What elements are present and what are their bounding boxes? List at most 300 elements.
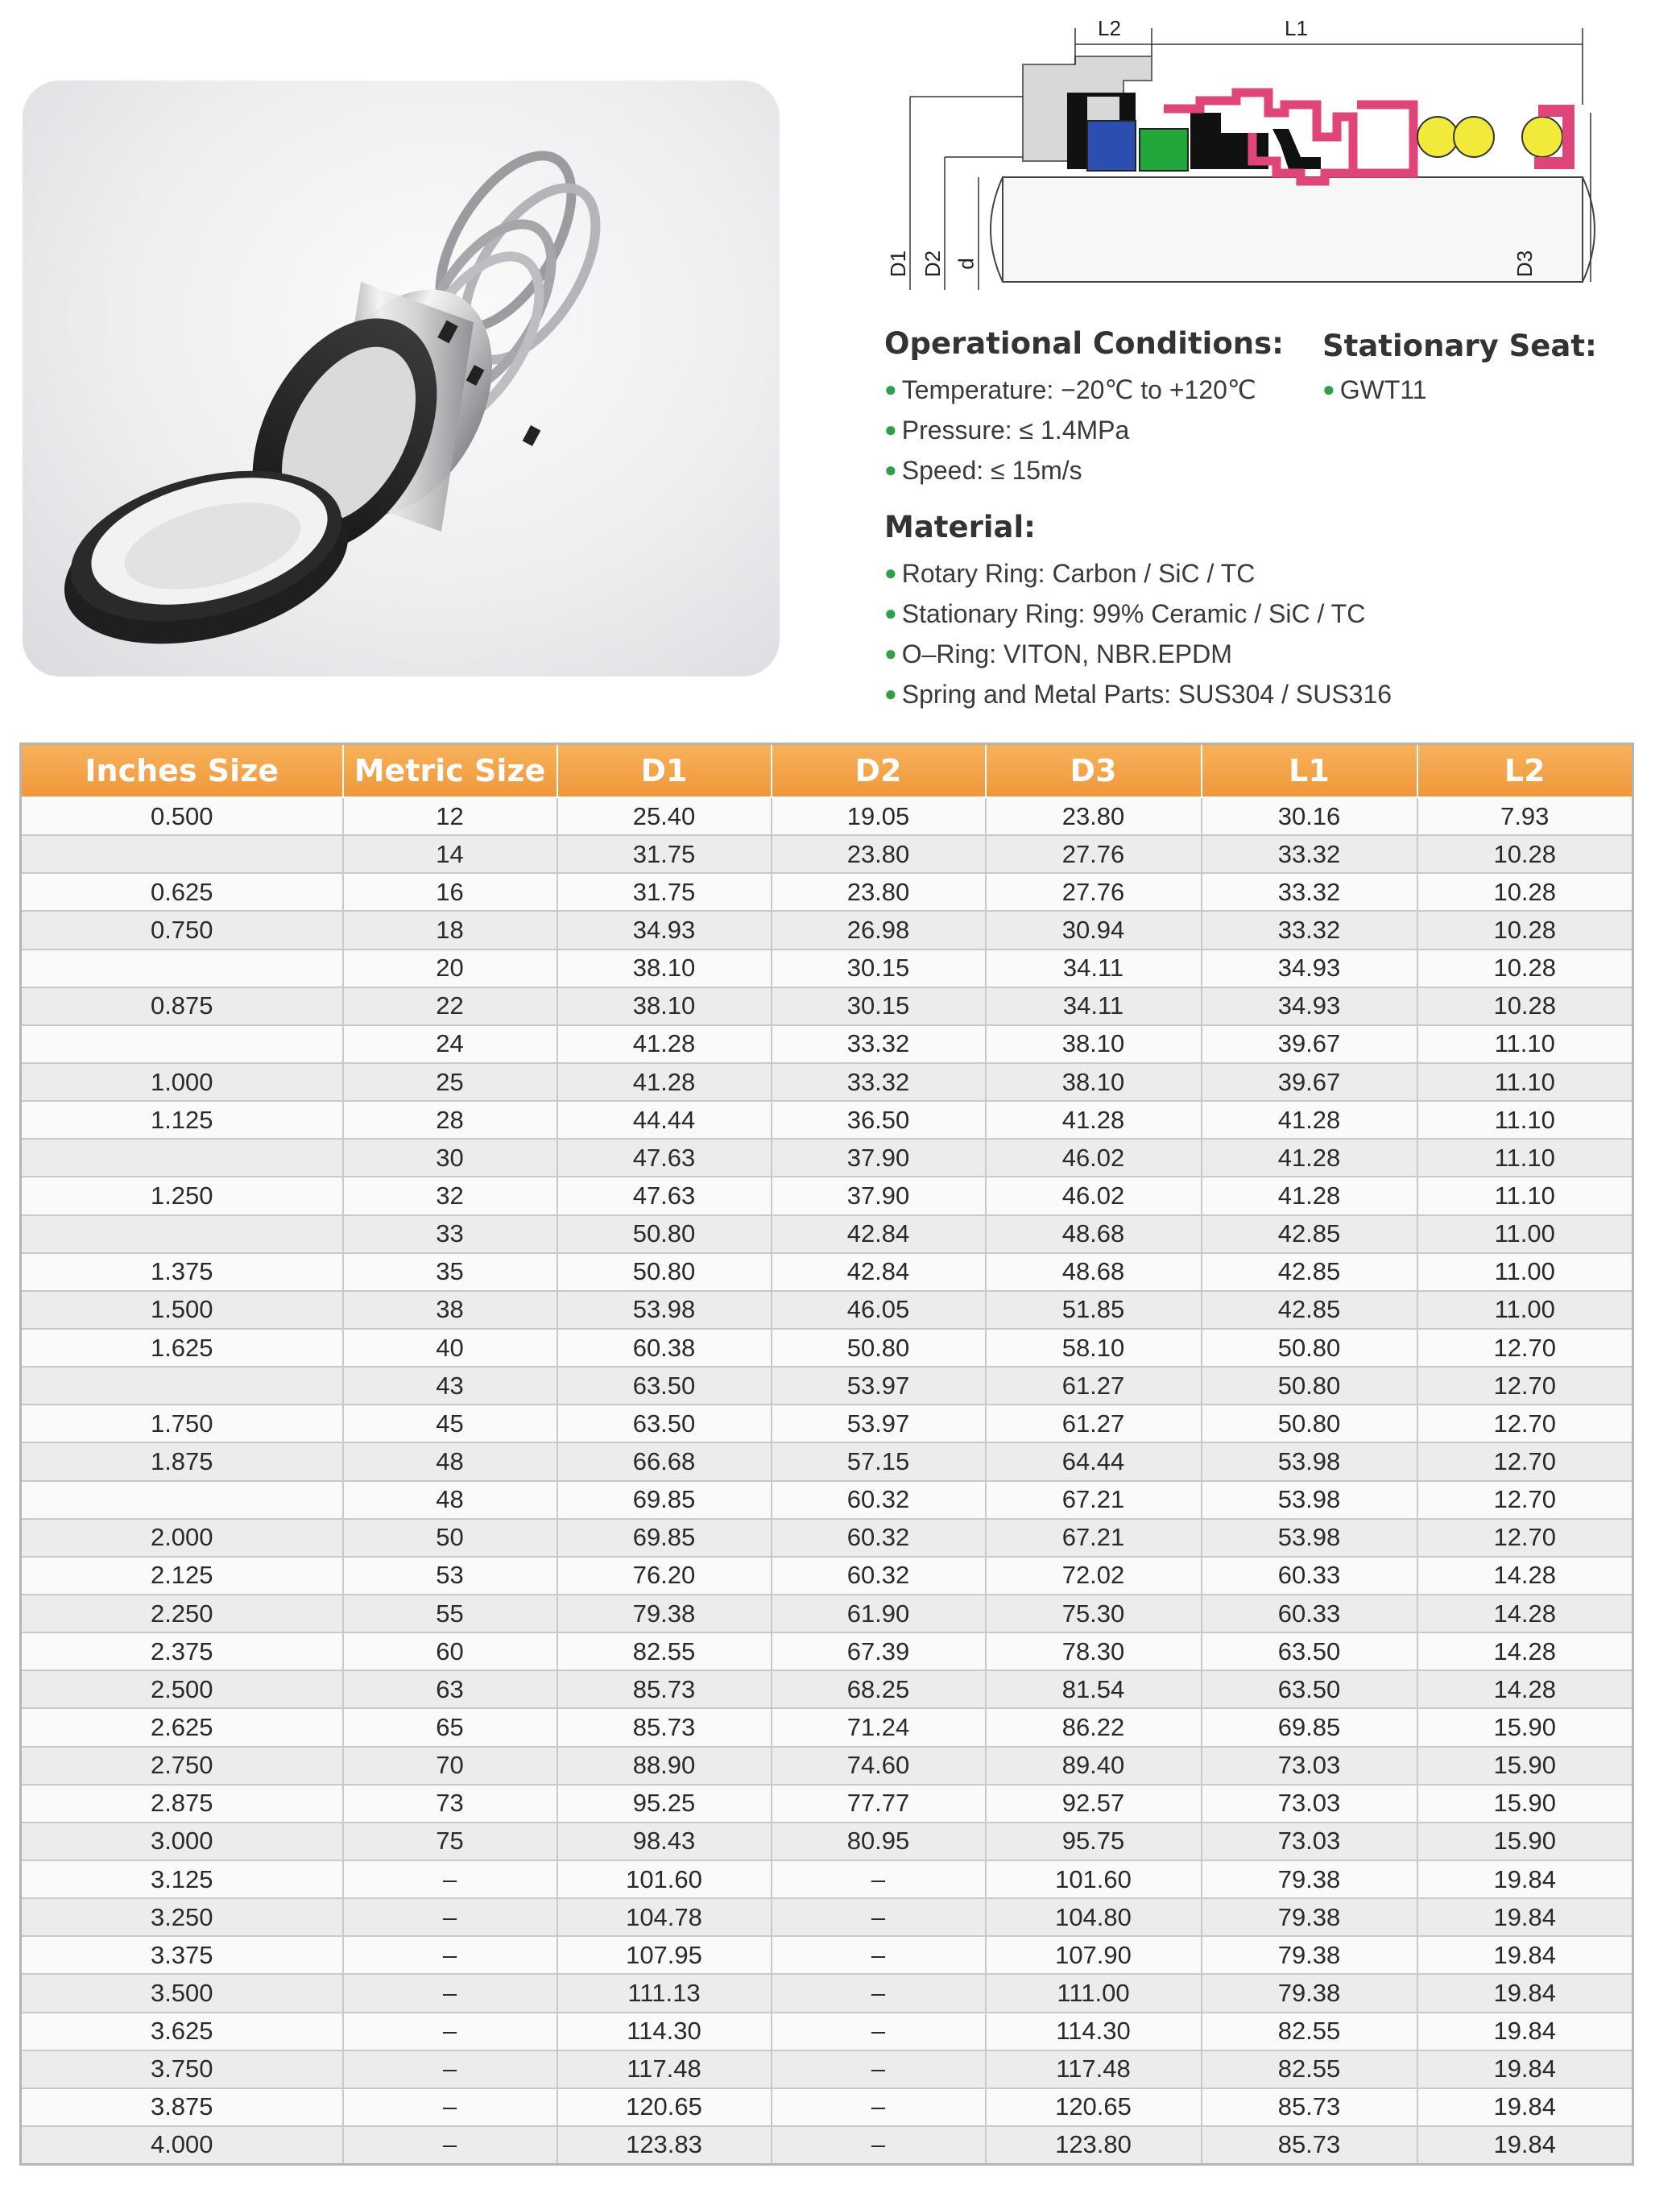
cell-l1: 79.38 <box>1202 1860 1417 1898</box>
cell-l2: 14.28 <box>1417 1595 1633 1632</box>
cell-d1: 47.63 <box>557 1139 772 1177</box>
cell-metric-size: 70 <box>343 1747 557 1785</box>
cell-d1: 69.85 <box>557 1481 772 1519</box>
table-row <box>21 2126 1633 2165</box>
cell-l2: 15.90 <box>1417 1708 1633 1746</box>
cell-d3: 114.30 <box>986 2013 1202 2050</box>
spec-text: Temperature: −20℃ to +120℃ <box>901 375 1256 404</box>
cell-d3: 64.44 <box>986 1442 1202 1480</box>
table-row <box>21 1177 1633 1214</box>
table-row <box>21 1708 1633 1746</box>
cell-d1: 60.38 <box>557 1329 772 1367</box>
table-row <box>21 2013 1633 2050</box>
cell-d3: 41.28 <box>986 1101 1202 1139</box>
cell-metric-size: – <box>343 2088 557 2126</box>
cell-l1: 50.80 <box>1202 1405 1417 1442</box>
cell-inches-size: 2.000 <box>21 1519 343 1557</box>
cell-d1: 38.10 <box>557 950 772 987</box>
cell-d1: 98.43 <box>557 1823 772 1860</box>
header-inches-size: Inches Size <box>21 744 343 798</box>
cell-d2: 19.05 <box>772 797 986 835</box>
dim-label-l1: L1 <box>1285 16 1308 40</box>
cell-d3: 61.27 <box>986 1405 1202 1442</box>
cell-l2: 12.70 <box>1417 1405 1633 1442</box>
cell-d1: 34.93 <box>557 911 772 949</box>
cell-d2: 23.80 <box>772 873 986 911</box>
cell-d3: 104.80 <box>986 1898 1202 1936</box>
cell-inches-size: 3.000 <box>21 1823 343 1860</box>
cell-metric-size: 60 <box>343 1632 557 1670</box>
header-l2: L2 <box>1417 744 1633 798</box>
operational-conditions-title: Operational Conditions: <box>884 326 1284 361</box>
cell-d1: 50.80 <box>557 1215 772 1253</box>
cell-inches-size: 2.500 <box>21 1670 343 1708</box>
cell-inches-size: 3.375 <box>21 1936 343 1974</box>
cell-d3: 67.21 <box>986 1519 1202 1557</box>
cell-d3: 95.75 <box>986 1823 1202 1860</box>
table-row <box>21 873 1633 911</box>
cell-l1: 39.67 <box>1202 1063 1417 1101</box>
cell-d1: 114.30 <box>557 2013 772 2050</box>
table-row <box>21 1823 1633 1860</box>
cell-d1: 41.28 <box>557 1025 772 1063</box>
cell-d1: 104.78 <box>557 1898 772 1936</box>
cell-l2: 7.93 <box>1417 797 1633 835</box>
table-row <box>21 1747 1633 1785</box>
cell-d3: 120.65 <box>986 2088 1202 2126</box>
cell-d1: 63.50 <box>557 1367 772 1405</box>
cell-l1: 53.98 <box>1202 1442 1417 1480</box>
cell-inches-size: 0.750 <box>21 911 343 949</box>
cell-l2: 12.70 <box>1417 1519 1633 1557</box>
cell-d3: 72.02 <box>986 1557 1202 1595</box>
cell-d2: 67.39 <box>772 1632 986 1670</box>
dim-label-d3: D3 <box>1512 250 1537 278</box>
cell-l1: 33.32 <box>1202 911 1417 949</box>
spec-item <box>884 552 1392 593</box>
bullet-icon: ● <box>884 641 897 665</box>
cell-l1: 50.80 <box>1202 1329 1417 1367</box>
material-title: Material: <box>884 510 1036 544</box>
cell-d2: 23.80 <box>772 835 986 873</box>
cell-l1: 42.85 <box>1202 1215 1417 1253</box>
cell-l1: 33.32 <box>1202 873 1417 911</box>
cross-section-drawing <box>882 16 1607 302</box>
cell-l2: 19.84 <box>1417 1936 1633 1974</box>
cell-d3: 75.30 <box>986 1595 1202 1632</box>
cell-d3: 38.10 <box>986 1063 1202 1101</box>
cell-d2: 33.32 <box>772 1063 986 1101</box>
cell-l1: 41.28 <box>1202 1177 1417 1214</box>
cell-d2: 60.32 <box>772 1519 986 1557</box>
table-row <box>21 1139 1633 1177</box>
cell-metric-size: 73 <box>343 1785 557 1823</box>
cell-metric-size: 38 <box>343 1291 557 1329</box>
cell-d2: 80.95 <box>772 1823 986 1860</box>
cell-d2: 53.97 <box>772 1367 986 1405</box>
cell-d3: 51.85 <box>986 1291 1202 1329</box>
cell-d3: 48.68 <box>986 1215 1202 1253</box>
operational-conditions-list <box>884 369 1256 490</box>
cell-l2: 10.28 <box>1417 987 1633 1025</box>
cell-d3: 61.27 <box>986 1367 1202 1405</box>
cell-d1: 111.13 <box>557 1974 772 2012</box>
material-list <box>884 552 1392 714</box>
cell-d3: 78.30 <box>986 1632 1202 1670</box>
cell-d3: 27.76 <box>986 873 1202 911</box>
cell-d2: 30.15 <box>772 987 986 1025</box>
cell-d1: 44.44 <box>557 1101 772 1139</box>
cell-inches-size <box>21 1025 343 1063</box>
bullet-icon: ● <box>884 681 897 705</box>
cell-inches-size: 3.750 <box>21 2050 343 2088</box>
cell-metric-size: 12 <box>343 797 557 835</box>
cell-d1: 50.80 <box>557 1253 772 1291</box>
cell-d1: 82.55 <box>557 1632 772 1670</box>
cell-d1: 76.20 <box>557 1557 772 1595</box>
cell-l2: 14.28 <box>1417 1632 1633 1670</box>
cell-d1: 101.60 <box>557 1860 772 1898</box>
cell-d1: 41.28 <box>557 1063 772 1101</box>
cell-d3: 89.40 <box>986 1747 1202 1785</box>
cell-metric-size: 24 <box>343 1025 557 1063</box>
cell-metric-size: – <box>343 1936 557 1974</box>
cell-l1: 41.28 <box>1202 1139 1417 1177</box>
cell-l2: 12.70 <box>1417 1367 1633 1405</box>
bullet-icon: ● <box>884 601 897 625</box>
cell-inches-size <box>21 1139 343 1177</box>
cell-d1: 38.10 <box>557 987 772 1025</box>
cell-l1: 79.38 <box>1202 1936 1417 1974</box>
table-row <box>21 2050 1633 2088</box>
cell-l1: 73.03 <box>1202 1747 1417 1785</box>
cell-d2: 36.50 <box>772 1101 986 1139</box>
cell-d1: 63.50 <box>557 1405 772 1442</box>
cell-d2: 77.77 <box>772 1785 986 1823</box>
cell-d3: 101.60 <box>986 1860 1202 1898</box>
cell-metric-size: 75 <box>343 1823 557 1860</box>
cell-d2: 60.32 <box>772 1557 986 1595</box>
cell-inches-size: 1.000 <box>21 1063 343 1101</box>
cell-d3: 27.76 <box>986 835 1202 873</box>
cell-inches-size: 3.625 <box>21 2013 343 2050</box>
cell-d1: 79.38 <box>557 1595 772 1632</box>
dim-label-d2: D2 <box>921 250 946 278</box>
stationary-seat-title: Stationary Seat: <box>1322 329 1597 363</box>
cell-l2: 12.70 <box>1417 1329 1633 1367</box>
cell-d3: 23.80 <box>986 797 1202 835</box>
cell-inches-size: 0.875 <box>21 987 343 1025</box>
cell-l2: 15.90 <box>1417 1785 1633 1823</box>
cell-inches-size: 1.750 <box>21 1405 343 1442</box>
cell-metric-size: 40 <box>343 1329 557 1367</box>
cell-metric-size: 16 <box>343 873 557 911</box>
cell-d1: 88.90 <box>557 1747 772 1785</box>
cell-d1: 85.73 <box>557 1708 772 1746</box>
cell-d3: 123.80 <box>986 2126 1202 2165</box>
cell-l2: 11.10 <box>1417 1177 1633 1214</box>
bullet-icon: ● <box>884 417 897 441</box>
cell-d3: 81.54 <box>986 1670 1202 1708</box>
cell-d3: 92.57 <box>986 1785 1202 1823</box>
dim-label-d1: D1 <box>886 250 911 278</box>
cell-l2: 19.84 <box>1417 2013 1633 2050</box>
table-row <box>21 1063 1633 1101</box>
cell-metric-size: 22 <box>343 987 557 1025</box>
table-row <box>21 1632 1633 1670</box>
cell-d2: 53.97 <box>772 1405 986 1442</box>
cell-l1: 50.80 <box>1202 1367 1417 1405</box>
table-row <box>21 1481 1633 1519</box>
spec-text: Speed: ≤ 15m/s <box>901 456 1082 485</box>
cell-l1: 60.33 <box>1202 1595 1417 1632</box>
cell-l2: 11.00 <box>1417 1215 1633 1253</box>
cell-metric-size: 45 <box>343 1405 557 1442</box>
cell-l1: 60.33 <box>1202 1557 1417 1595</box>
table-row <box>21 1442 1633 1480</box>
cell-inches-size: 1.500 <box>21 1291 343 1329</box>
cell-d2: 42.84 <box>772 1253 986 1291</box>
cell-d3: 46.02 <box>986 1139 1202 1177</box>
cell-d1: 123.83 <box>557 2126 772 2165</box>
table-row <box>21 1974 1633 2012</box>
cell-d2: 61.90 <box>772 1595 986 1632</box>
spec-item <box>884 369 1256 409</box>
cell-d3: 58.10 <box>986 1329 1202 1367</box>
cell-d2: – <box>772 1974 986 2012</box>
cell-l1: 73.03 <box>1202 1823 1417 1860</box>
cell-l2: 12.70 <box>1417 1481 1633 1519</box>
cell-l2: 19.84 <box>1417 1860 1633 1898</box>
dim-label-d: d <box>954 258 979 270</box>
cell-metric-size: – <box>343 1898 557 1936</box>
cell-l2: 10.28 <box>1417 835 1633 873</box>
cell-d1: 66.68 <box>557 1442 772 1480</box>
cell-metric-size: 33 <box>343 1215 557 1253</box>
product-photo <box>23 81 780 677</box>
cell-metric-size: 20 <box>343 950 557 987</box>
spec-text: O–Ring: VITON, NBR.EPDM <box>901 639 1232 668</box>
cell-d3: 46.02 <box>986 1177 1202 1214</box>
spec-text: Pressure: ≤ 1.4MPa <box>901 416 1130 445</box>
cell-d2: 26.98 <box>772 911 986 949</box>
cell-d1: 107.95 <box>557 1936 772 1974</box>
cell-l1: 53.98 <box>1202 1519 1417 1557</box>
cell-inches-size: 2.250 <box>21 1595 343 1632</box>
bullet-icon: ● <box>884 377 897 401</box>
cell-l2: 11.10 <box>1417 1139 1633 1177</box>
cell-inches-size: 1.125 <box>21 1101 343 1139</box>
cell-l1: 82.55 <box>1202 2013 1417 2050</box>
cell-d3: 48.68 <box>986 1253 1202 1291</box>
table-row <box>21 1329 1633 1367</box>
cell-d2: – <box>772 2126 986 2165</box>
cell-l1: 63.50 <box>1202 1632 1417 1670</box>
spec-text: Stationary Ring: 99% Ceramic / SiC / TC <box>901 599 1366 628</box>
cell-d3: 67.21 <box>986 1481 1202 1519</box>
cell-inches-size: 1.250 <box>21 1177 343 1214</box>
cell-l1: 42.85 <box>1202 1253 1417 1291</box>
cell-d1: 47.63 <box>557 1177 772 1214</box>
cell-l2: 10.28 <box>1417 950 1633 987</box>
cell-d2: – <box>772 2088 986 2126</box>
cell-l2: 10.28 <box>1417 873 1633 911</box>
cell-l2: 19.84 <box>1417 1974 1633 2012</box>
table-row <box>21 1557 1633 1595</box>
cell-d2: 50.80 <box>772 1329 986 1367</box>
table-row <box>21 1215 1633 1253</box>
table-row <box>21 1519 1633 1557</box>
cell-inches-size: 2.125 <box>21 1557 343 1595</box>
cell-d1: 120.65 <box>557 2088 772 2126</box>
cell-l2: 14.28 <box>1417 1557 1633 1595</box>
bullet-icon: ● <box>884 457 897 482</box>
cell-d2: 30.15 <box>772 950 986 987</box>
cell-l2: 12.70 <box>1417 1442 1633 1480</box>
cell-d1: 25.40 <box>557 797 772 835</box>
cell-l1: 41.28 <box>1202 1101 1417 1139</box>
table-row <box>21 1025 1633 1063</box>
cell-d3: 34.11 <box>986 987 1202 1025</box>
table-row <box>21 1405 1633 1442</box>
cell-metric-size: 55 <box>343 1595 557 1632</box>
cell-l1: 85.73 <box>1202 2126 1417 2165</box>
cell-metric-size: – <box>343 2050 557 2088</box>
cell-d1: 85.73 <box>557 1670 772 1708</box>
table-row <box>21 987 1633 1025</box>
cell-metric-size: – <box>343 2013 557 2050</box>
table-body <box>21 797 1633 2165</box>
cell-d1: 69.85 <box>557 1519 772 1557</box>
dimension-table-container <box>19 743 1632 2166</box>
cell-d2: 68.25 <box>772 1670 986 1708</box>
cell-inches-size <box>21 835 343 873</box>
cell-l2: 11.10 <box>1417 1101 1633 1139</box>
cell-metric-size: 35 <box>343 1253 557 1291</box>
dimension-table <box>19 743 1634 2166</box>
cell-l1: 30.16 <box>1202 797 1417 835</box>
cell-d2: 46.05 <box>772 1291 986 1329</box>
stationary-seat-list <box>1322 369 1427 409</box>
cell-l2: 19.84 <box>1417 2050 1633 2088</box>
cell-d3: 107.90 <box>986 1936 1202 1974</box>
cell-metric-size: 43 <box>343 1367 557 1405</box>
cell-l1: 34.93 <box>1202 987 1417 1025</box>
cell-l1: 53.98 <box>1202 1481 1417 1519</box>
cell-inches-size: 1.625 <box>21 1329 343 1367</box>
spec-text: Rotary Ring: Carbon / SiC / TC <box>901 559 1256 588</box>
cell-d2: – <box>772 1936 986 1974</box>
header-l1: L1 <box>1202 744 1417 798</box>
table-row <box>21 1860 1633 1898</box>
spec-item <box>884 593 1392 633</box>
cell-metric-size: – <box>343 2126 557 2165</box>
table-row <box>21 1670 1633 1708</box>
table-row <box>21 1936 1633 1974</box>
cell-l2: 10.28 <box>1417 911 1633 949</box>
cell-inches-size: 3.250 <box>21 1898 343 1936</box>
cell-d2: 33.32 <box>772 1025 986 1063</box>
cell-l1: 33.32 <box>1202 835 1417 873</box>
cell-l2: 15.90 <box>1417 1747 1633 1785</box>
cell-d2: – <box>772 2050 986 2088</box>
cell-metric-size: 30 <box>343 1139 557 1177</box>
mechanical-seal-image <box>23 81 780 677</box>
cell-d1: 95.25 <box>557 1785 772 1823</box>
cell-l1: 34.93 <box>1202 950 1417 987</box>
cell-inches-size: 2.625 <box>21 1708 343 1746</box>
table-header-row <box>21 744 1633 798</box>
cell-d3: 30.94 <box>986 911 1202 949</box>
spec-item <box>884 449 1256 490</box>
cell-l2: 19.84 <box>1417 2126 1633 2165</box>
spec-item <box>1322 369 1427 409</box>
bullet-icon: ● <box>884 561 897 585</box>
cell-metric-size: 53 <box>343 1557 557 1595</box>
cell-metric-size: – <box>343 1974 557 2012</box>
header-metric-size: Metric Size <box>343 744 557 798</box>
seal-cross-section-diagram <box>882 16 1607 302</box>
spec-item <box>884 633 1392 673</box>
cell-l1: 73.03 <box>1202 1785 1417 1823</box>
cell-d1: 31.75 <box>557 835 772 873</box>
cell-inches-size: 2.750 <box>21 1747 343 1785</box>
cell-inches-size: 2.375 <box>21 1632 343 1670</box>
cell-d1: 31.75 <box>557 873 772 911</box>
cell-l1: 42.85 <box>1202 1291 1417 1329</box>
table-row <box>21 1785 1633 1823</box>
cell-l2: 19.84 <box>1417 1898 1633 1936</box>
bullet-icon: ● <box>1322 377 1335 401</box>
table-row <box>21 835 1633 873</box>
table-row <box>21 1101 1633 1139</box>
table-row <box>21 797 1633 835</box>
cell-d2: 42.84 <box>772 1215 986 1253</box>
dim-label-l2: L2 <box>1098 16 1121 40</box>
cell-inches-size: 1.375 <box>21 1253 343 1291</box>
cell-d3: 34.11 <box>986 950 1202 987</box>
spec-text: GWT11 <box>1339 375 1427 404</box>
spec-item <box>884 673 1392 714</box>
table-row <box>21 2088 1633 2126</box>
cell-d2: 60.32 <box>772 1481 986 1519</box>
header-d2: D2 <box>772 744 986 798</box>
cell-metric-size: – <box>343 1860 557 1898</box>
cell-inches-size: 1.875 <box>21 1442 343 1480</box>
cell-l2: 19.84 <box>1417 2088 1633 2126</box>
cell-inches-size: 3.875 <box>21 2088 343 2126</box>
cell-d3: 86.22 <box>986 1708 1202 1746</box>
table-row <box>21 1253 1633 1291</box>
cell-metric-size: 18 <box>343 911 557 949</box>
cell-metric-size: 50 <box>343 1519 557 1557</box>
cell-metric-size: 28 <box>343 1101 557 1139</box>
cell-metric-size: 48 <box>343 1481 557 1519</box>
cell-d1: 117.48 <box>557 2050 772 2088</box>
cell-l2: 11.00 <box>1417 1253 1633 1291</box>
header-d1: D1 <box>557 744 772 798</box>
cell-inches-size: 3.125 <box>21 1860 343 1898</box>
cell-d3: 111.00 <box>986 1974 1202 2012</box>
cell-d1: 53.98 <box>557 1291 772 1329</box>
cell-l1: 79.38 <box>1202 1974 1417 2012</box>
cell-metric-size: 48 <box>343 1442 557 1480</box>
table-row <box>21 1291 1633 1329</box>
table-row <box>21 1367 1633 1405</box>
table-row <box>21 1595 1633 1632</box>
cell-inches-size: 0.625 <box>21 873 343 911</box>
cell-d2: 71.24 <box>772 1708 986 1746</box>
